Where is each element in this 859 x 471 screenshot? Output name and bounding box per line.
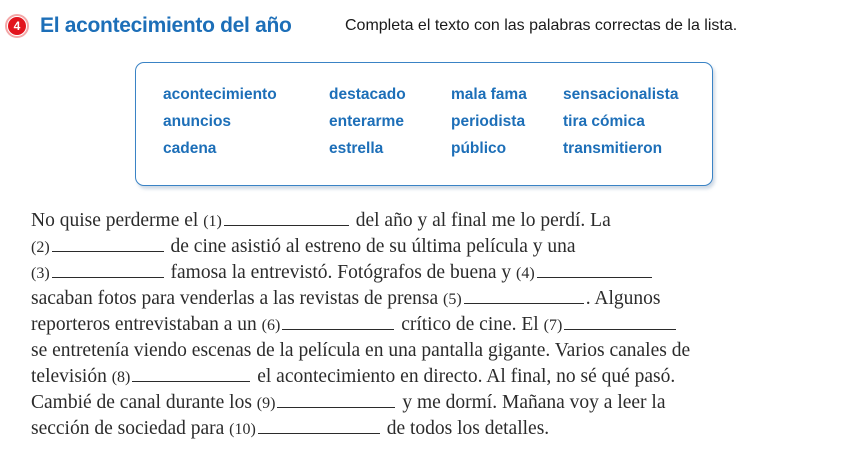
passage-line bbox=[31, 286, 846, 312]
word-bank-item: destacado bbox=[329, 86, 406, 103]
passage-text: reporteros entrevistaban a un bbox=[31, 314, 262, 335]
exercise-number-badge bbox=[5, 14, 29, 38]
blank-6[interactable] bbox=[282, 312, 394, 330]
passage-line bbox=[31, 312, 846, 338]
blank-8[interactable] bbox=[132, 364, 250, 382]
passage-text: famosa la entrevistó. Fotógrafos de buena y bbox=[165, 262, 517, 283]
passage-line bbox=[31, 364, 846, 390]
passage-text: sección de sociedad para bbox=[31, 418, 230, 439]
passage-text: televisión bbox=[31, 366, 112, 387]
passage-line bbox=[31, 338, 846, 364]
blank-number: (7) bbox=[543, 317, 563, 334]
exercise-number: 4 bbox=[8, 17, 26, 35]
passage-text: de todos los detalles. bbox=[381, 418, 550, 439]
blank-number: (3) bbox=[31, 265, 50, 282]
blank-number: (10) bbox=[229, 421, 256, 438]
exercise-header bbox=[0, 0, 859, 50]
passage-text: crítico de cine. El bbox=[396, 314, 544, 335]
word-bank-item: enterarme bbox=[329, 113, 404, 130]
word-bank-item: transmitieron bbox=[563, 140, 663, 157]
word-bank-item: periodista bbox=[451, 113, 526, 130]
passage-text: . Algunos bbox=[585, 288, 661, 309]
blank-1[interactable] bbox=[224, 208, 349, 226]
passage-text: el acontecimiento en directo. Al final, no sé qué pasó. bbox=[252, 366, 676, 387]
blank-4[interactable] bbox=[537, 260, 652, 278]
cloze-passage bbox=[31, 208, 846, 442]
passage-line bbox=[31, 260, 846, 286]
passage-line bbox=[31, 416, 846, 442]
word-bank-item: público bbox=[451, 140, 507, 157]
word-bank-item: estrella bbox=[329, 140, 384, 157]
passage-line bbox=[31, 208, 846, 234]
blank-5[interactable] bbox=[464, 286, 584, 304]
passage-line bbox=[31, 234, 846, 260]
blank-number: (9) bbox=[256, 395, 276, 412]
word-bank-item: tira cómica bbox=[563, 113, 645, 130]
passage-text: del año y al final me lo perdí. La bbox=[350, 210, 611, 231]
blank-9[interactable] bbox=[277, 390, 395, 408]
passage-text: Cambié de canal durante los bbox=[31, 392, 257, 413]
word-bank bbox=[135, 62, 713, 186]
passage-text: de cine asistió al estreno de su última película y una bbox=[165, 236, 576, 257]
blank-number: (6) bbox=[261, 317, 281, 334]
word-bank-item: acontecimiento bbox=[163, 86, 277, 103]
passage-text: se entretenía viendo escenas de la película en una pantalla gigante. Varios canales de bbox=[31, 340, 691, 361]
word-bank-item: mala fama bbox=[451, 86, 527, 103]
exercise-instruction: Completa el texto con las palabras correctas de la lista. bbox=[345, 17, 738, 34]
blank-10[interactable] bbox=[258, 416, 380, 434]
word-bank-item: sensacionalista bbox=[563, 86, 679, 103]
exercise-title: El acontecimiento del año bbox=[40, 14, 292, 37]
blank-3[interactable] bbox=[52, 260, 164, 278]
blank-number: (2) bbox=[31, 239, 50, 256]
passage-text: y me dormí. Mañana voy a leer la bbox=[397, 392, 666, 413]
blank-number: (1) bbox=[203, 213, 222, 230]
blank-7[interactable] bbox=[564, 312, 676, 330]
blank-number: (5) bbox=[443, 291, 462, 308]
blank-number: (4) bbox=[516, 265, 535, 282]
blank-2[interactable] bbox=[52, 234, 164, 252]
passage-text: sacaban fotos para venderlas a las revistas de prensa bbox=[31, 288, 444, 309]
blank-number: (8) bbox=[111, 369, 131, 386]
word-bank-item: cadena bbox=[163, 140, 217, 157]
word-bank-item: anuncios bbox=[163, 113, 232, 130]
passage-line bbox=[31, 390, 846, 416]
passage-text: No quise perderme el bbox=[31, 210, 204, 231]
